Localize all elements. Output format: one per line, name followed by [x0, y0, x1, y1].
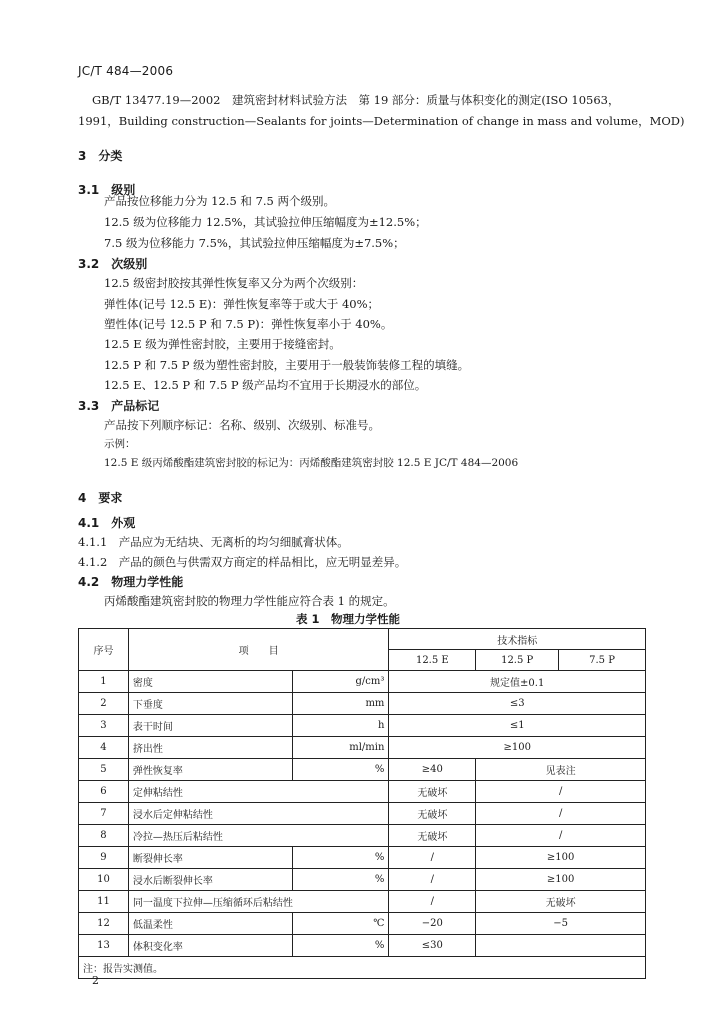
grade-12-5-e: 12.5 E: [389, 650, 476, 671]
section-3-2-heading: 3.2 次级别: [78, 257, 148, 271]
row-no: 6: [79, 781, 129, 803]
row-unit: %: [292, 935, 389, 957]
section-3-3-heading: 3.3 产品标记: [78, 399, 160, 413]
row-value-e: 无破坏: [389, 803, 476, 825]
row-item: 下垂度: [128, 693, 292, 715]
row-item: 浸水后定伸粘结性: [128, 803, 388, 825]
row-no: 9: [79, 847, 129, 869]
standard-code: JC/T 484—2006: [78, 64, 174, 78]
section-3-2-line: 12.5 级密封胶按其弹性恢复率又分为两个次级别：: [104, 276, 364, 290]
row-value: ≤3: [389, 693, 646, 715]
table-row: [79, 803, 646, 825]
section-3-2-line: 塑性体(记号 12.5 P 和 7.5 P)：弹性恢复率小于 40%。: [104, 317, 393, 331]
table-row: [79, 781, 646, 803]
example-label: 示例：: [104, 438, 136, 450]
row-value-e: ≥40: [389, 759, 476, 781]
table-row: [79, 869, 646, 891]
header-spec: 技术指标: [389, 629, 646, 650]
table-row: [79, 847, 646, 869]
section-3-3-line: 产品按下列顺序标记：名称、级别、次级别、标准号。: [104, 418, 380, 432]
row-item: 定伸粘结性: [128, 781, 388, 803]
section-4-heading: 4 要求: [78, 491, 123, 505]
row-item: 浸水后断裂伸长率: [128, 869, 292, 891]
row-unit: ml/min: [292, 737, 389, 759]
row-no: 13: [79, 935, 129, 957]
row-value-p: ≥100: [476, 847, 646, 869]
row-value-p: 无破坏: [476, 891, 646, 913]
row-value-p: ≥100: [476, 869, 646, 891]
row-no: 10: [79, 869, 129, 891]
row-unit: %: [292, 869, 389, 891]
row-value-p: /: [476, 803, 646, 825]
table-row: [79, 693, 646, 715]
reference-line-2: 1991，Building construction—Sealants for joints—Determination of change in mass and volume，MOD): [78, 114, 685, 128]
clause-4-1-1: 4.1.1 产品应为无结块、无离析的均匀细腻膏状体。: [78, 535, 349, 549]
row-item: 密度: [128, 671, 292, 693]
section-3-heading: 3 分类: [78, 149, 123, 163]
row-unit: %: [292, 847, 389, 869]
row-item: 冷拉—热压后粘结性: [128, 825, 388, 847]
row-value-e: 无破坏: [389, 781, 476, 803]
section-3-2-line: 12.5 E、12.5 P 和 7.5 P 级产品均不宜用于长期浸水的部位。: [104, 378, 427, 392]
row-unit: g/cm³: [292, 671, 389, 693]
table-row: [79, 913, 646, 935]
table-row: [79, 671, 646, 693]
row-unit: ℃: [292, 913, 389, 935]
row-unit: %: [292, 759, 389, 781]
row-value-e: /: [389, 869, 476, 891]
physical-properties-table: [78, 628, 646, 979]
row-item: 断裂伸长率: [128, 847, 292, 869]
row-value-e: ≤30: [389, 935, 476, 957]
header-no: 序号: [79, 629, 129, 671]
row-item: 体积变化率: [128, 935, 292, 957]
row-item: 弹性恢复率: [128, 759, 292, 781]
clause-4-1-2: 4.1.2 产品的颜色与供需双方商定的样品相比，应无明显差异。: [78, 555, 407, 569]
section-3-1-line: 7.5 级为位移能力 7.5%，其试验拉伸压缩幅度为±7.5%；: [104, 236, 405, 250]
row-no: 2: [79, 693, 129, 715]
row-value-e: 无破坏: [389, 825, 476, 847]
section-4-2-heading: 4.2 物理力学性能: [78, 575, 184, 589]
section-4-1-heading: 4.1 外观: [78, 516, 136, 530]
table-row: [79, 935, 646, 957]
grade-7-5-p: 7.5 P: [559, 650, 646, 671]
row-value: ≥100: [389, 737, 646, 759]
section-3-1-line: 产品按位移能力分为 12.5 和 7.5 两个级别。: [104, 194, 336, 208]
row-no: 7: [79, 803, 129, 825]
table-row: [79, 891, 646, 913]
row-no: 1: [79, 671, 129, 693]
section-4-2-line: 丙烯酸酯建筑密封胶的物理力学性能应符合表 1 的规定。: [104, 594, 395, 608]
row-value-e: −20: [389, 913, 476, 935]
row-item: 挤出性: [128, 737, 292, 759]
page-number: 2: [92, 974, 99, 987]
section-3-2-line: 弹性体(记号 12.5 E)：弹性恢复率等于或大于 40%；: [104, 297, 379, 311]
row-no: 12: [79, 913, 129, 935]
section-3-1-heading: 3.1 级别: [78, 183, 136, 197]
row-no: 4: [79, 737, 129, 759]
row-value-p: [476, 935, 646, 957]
row-value: 规定值±0.1: [389, 671, 646, 693]
row-value-p: /: [476, 781, 646, 803]
table-note-row: [79, 957, 646, 979]
row-item: 低温柔性: [128, 913, 292, 935]
row-value-p: 见表注: [476, 759, 646, 781]
table-header-row: [79, 629, 646, 650]
row-no: 11: [79, 891, 129, 913]
example-text: 12.5 E 级丙烯酸酯建筑密封胶的标记为：丙烯酸酯建筑密封胶 12.5 E JC/T 484—2006: [104, 457, 519, 469]
table-caption: 表 1 物理力学性能: [296, 612, 401, 626]
row-unit: h: [292, 715, 389, 737]
row-no: 3: [79, 715, 129, 737]
table-note: 注：报告实测值。: [79, 957, 646, 979]
row-unit: mm: [292, 693, 389, 715]
row-value-p: /: [476, 825, 646, 847]
table-row: [79, 737, 646, 759]
row-item: 表干时间: [128, 715, 292, 737]
row-value-e: /: [389, 891, 476, 913]
row-no: 8: [79, 825, 129, 847]
reference-line-1: GB/T 13477.19—2002 建筑密封材料试验方法 第 19 部分：质量与体积变化的测定(ISO 10563，: [92, 93, 620, 107]
section-3-2-line: 12.5 E 级为弹性密封胶，主要用于接缝密封。: [104, 337, 341, 351]
row-value-p: −5: [476, 913, 646, 935]
row-value: ≤1: [389, 715, 646, 737]
section-3-1-line: 12.5 级为位移能力 12.5%，其试验拉伸压缩幅度为±12.5%；: [104, 215, 427, 229]
row-no: 5: [79, 759, 129, 781]
header-item: 项 目: [128, 629, 388, 671]
grade-12-5-p: 12.5 P: [476, 650, 559, 671]
row-item: 同一温度下拉伸—压缩循环后粘结性: [128, 891, 388, 913]
table-row: [79, 715, 646, 737]
table-row: [79, 759, 646, 781]
table-row: [79, 825, 646, 847]
section-3-2-line: 12.5 P 和 7.5 P 级为塑性密封胶，主要用于一般装饰装修工程的填缝。: [104, 358, 470, 372]
row-value-e: /: [389, 847, 476, 869]
